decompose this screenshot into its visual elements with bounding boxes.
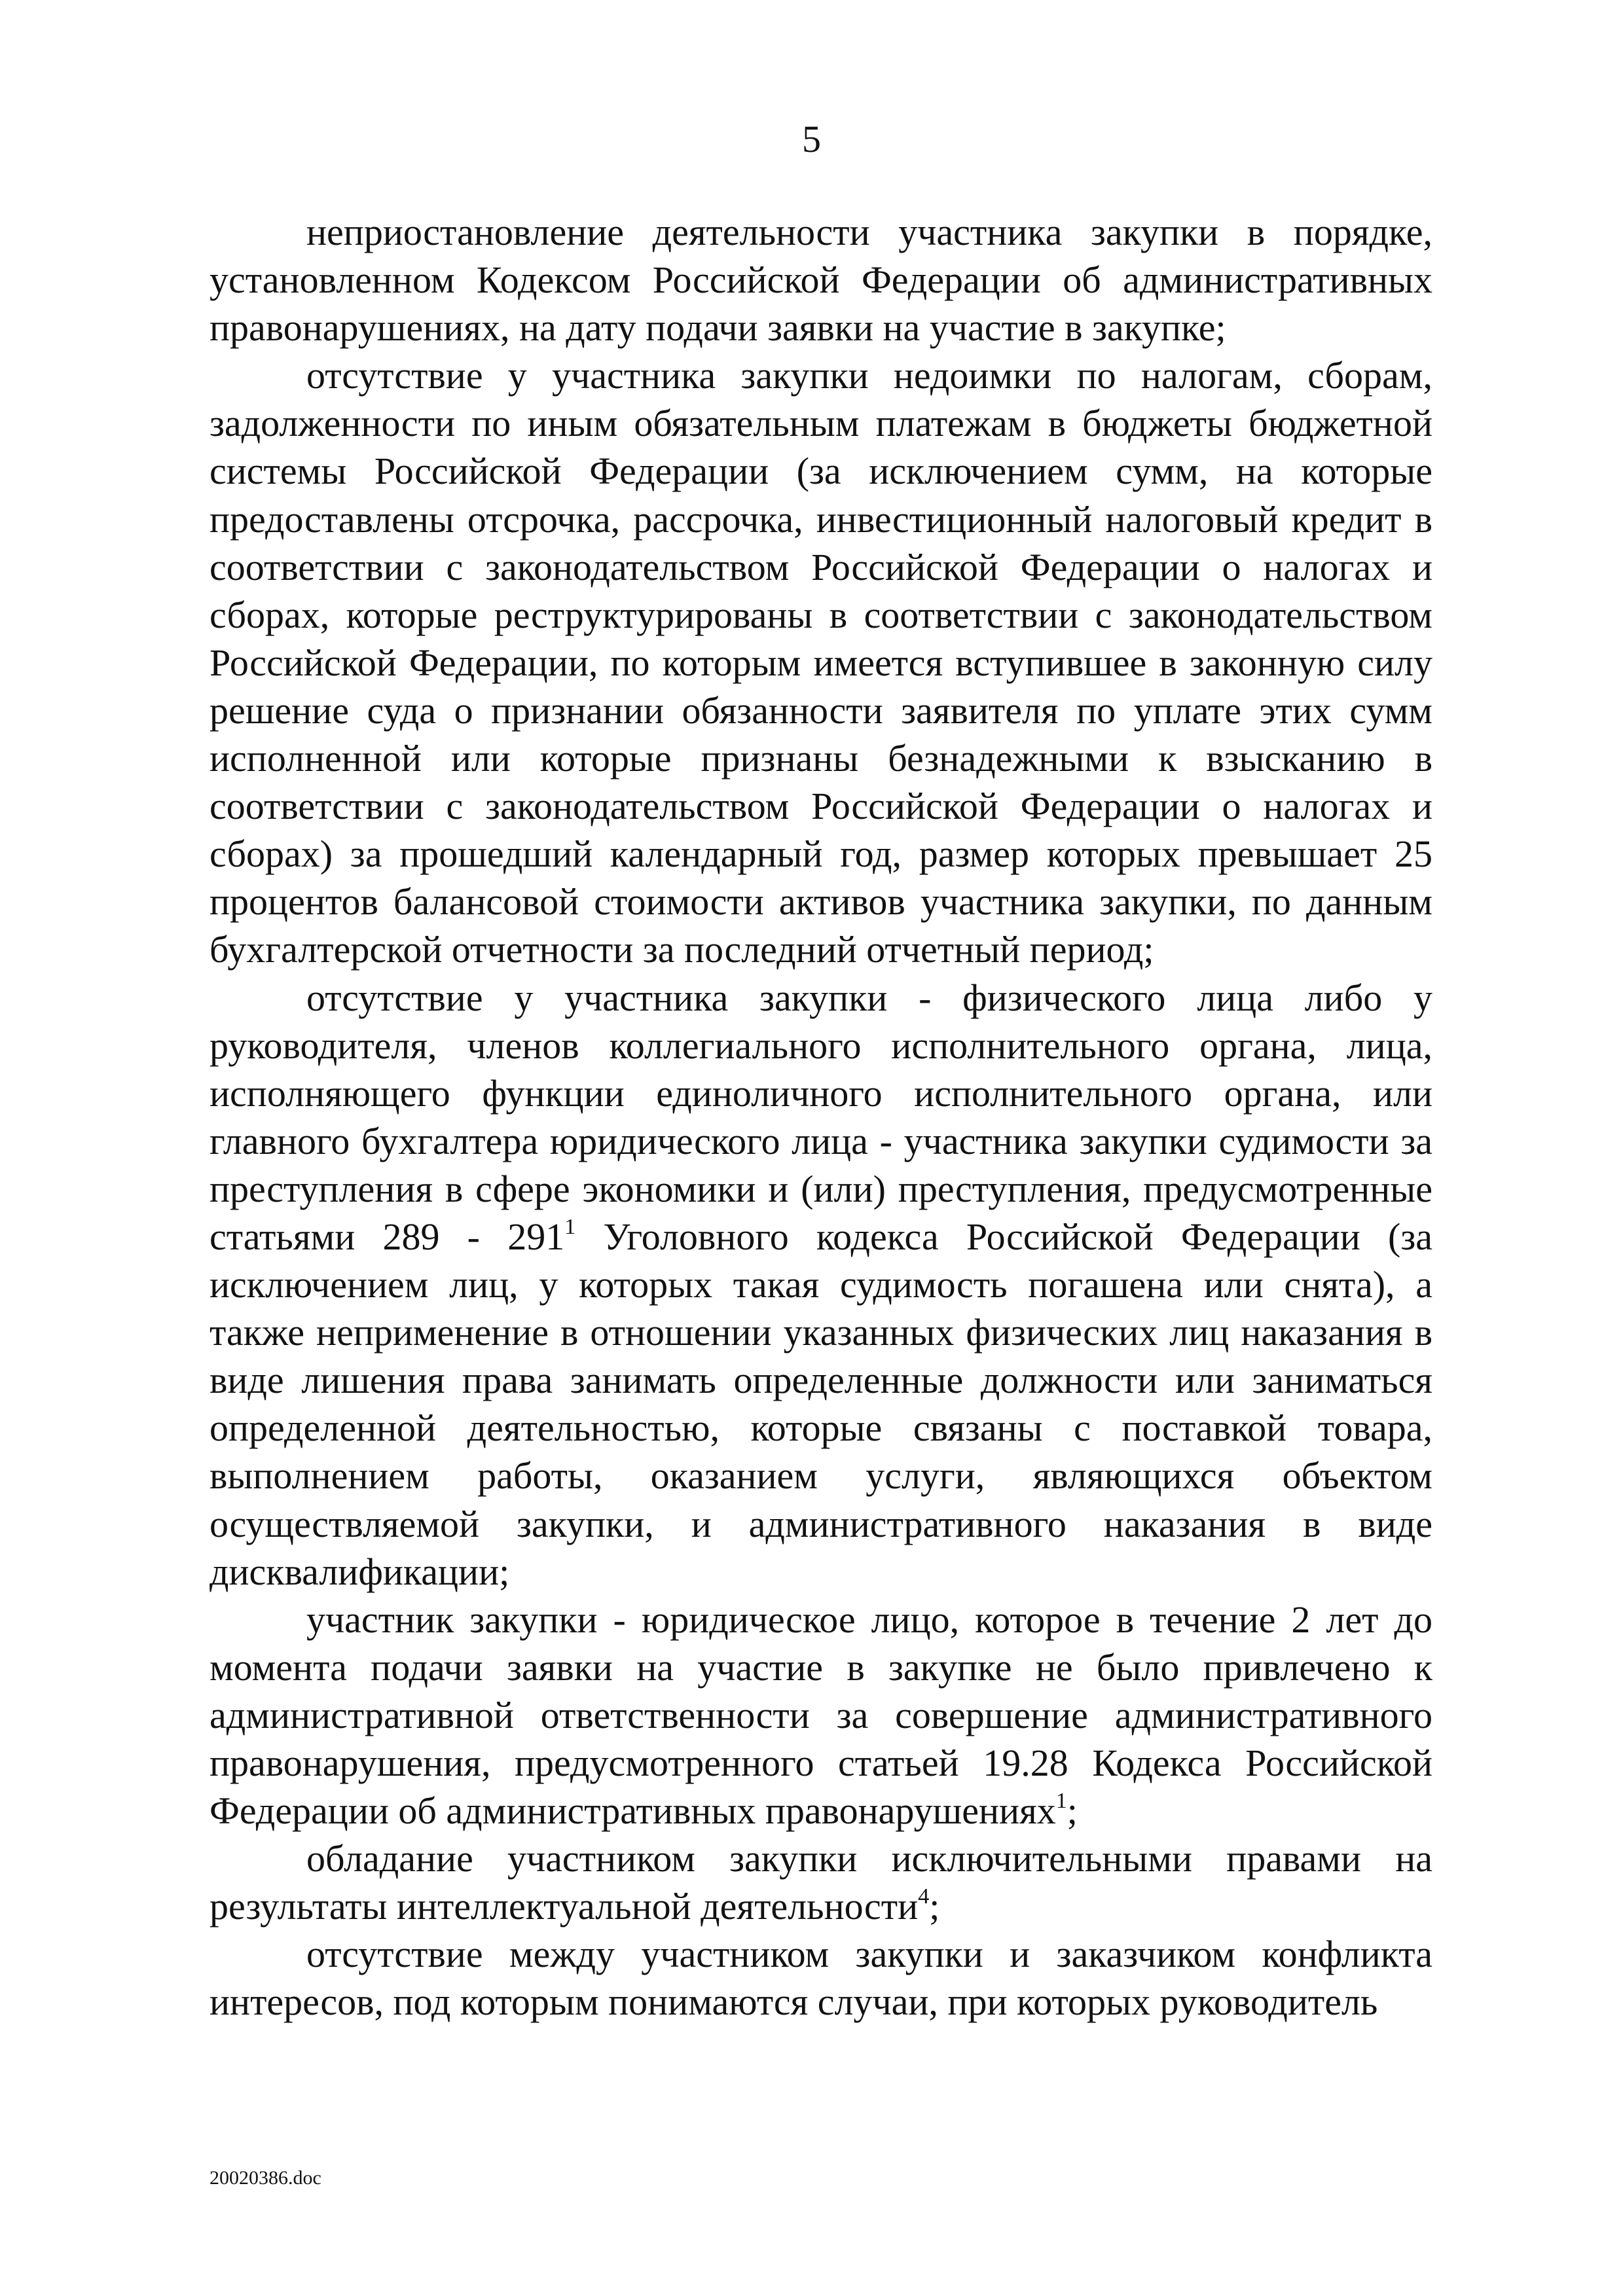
paragraph-6: [210, 1930, 1432, 2026]
paragraph-text: участник закупки - юридическое лицо, которое в течение 2 лет до момента подачи заявки на участие в закупке не было привлечено к административной ответственности за совершение административного правонарушения, предусмотренного статьей 19.28 Кодекса Российской Федерации об административных правонарушениях: [210, 1598, 1432, 1833]
paragraph-1: [210, 208, 1432, 351]
paragraph-text-tail: ;: [1067, 1789, 1078, 1833]
paragraph-text-tail: Уголовного кодекса Российской Федерации (за исключением лиц, у которых такая судимость погашена или снята), а также неприменение в отношении указанных физических лиц наказания в виде лишения права занимать определенные должности или заниматься определенной деятельностью, которые связаны с поставкой товара, выполнением работы, оказанием услуги, являющихся объектом осуществляемой закупки, и административного наказания в виде дисквалификации;: [210, 1215, 1432, 1593]
paragraph-text: отсутствие у участника закупки недоимки по налогам, сборам, задолженности по иным обязательным платежам в бюджеты бюджетной системы Российской Федерации (за исключением сумм, на которые предоставлены отсрочка, рассрочка, инвестиционный налоговый кредит в соответствии с законодательством Российской Федерации о налогах и сборах, которые реструктурированы в соответствии с законодательством Российской Федерации, по которым имеется вступившее в законную силу решение суда о признании обязанности заявителя по уплате этих сумм исполненной или которые признаны безнадежными к взысканию в соответствии с законодательством Российской Федерации о налогах и сборах) за прошедший календарный год, размер которых превышает 25 процентов балансовой стоимости активов участника закупки, по данным бухгалтерской отчетности за последний отчетный период;: [210, 354, 1432, 971]
paragraph-2: [210, 351, 1432, 973]
footnote-marker: 1: [564, 1214, 576, 1239]
paragraph-3: [210, 974, 1432, 1596]
paragraph-5: [210, 1835, 1432, 1930]
paragraph-text: отсутствие между участником закупки и заказчиком конфликта интересов, под которым понимаются случаи, при которых руководитель: [210, 1933, 1432, 2024]
paragraph-text-tail: ;: [929, 1885, 940, 1928]
paragraph-text: неприостановление деятельности участника закупки в порядке, установленном Кодексом Российской Федерации об административных правонарушениях, на дату подачи заявки на участие в закупке;: [210, 211, 1432, 350]
footnote-marker: 1: [1055, 1789, 1067, 1814]
footnote-marker: 4: [918, 1884, 930, 1909]
paragraph-4: [210, 1596, 1432, 1835]
paragraph-text: отсутствие у участника закупки - физического лица либо у руководителя, членов коллегиального исполнительного органа, лица, исполняющего функции единоличного исполнительного органа, или главного бухгалтера юридического лица - участника закупки судимости за преступления в сфере экономики и (или) преступления, предусмотренные статьями 289 - 291: [210, 976, 1432, 1258]
page-number: 5: [802, 118, 821, 160]
paragraph-text: обладание участником закупки исключительными правами на результаты интеллектуальной деятельности: [210, 1837, 1432, 1928]
body-text: [210, 208, 1432, 2026]
footer-filename: 20020386.doc: [210, 2167, 321, 2189]
